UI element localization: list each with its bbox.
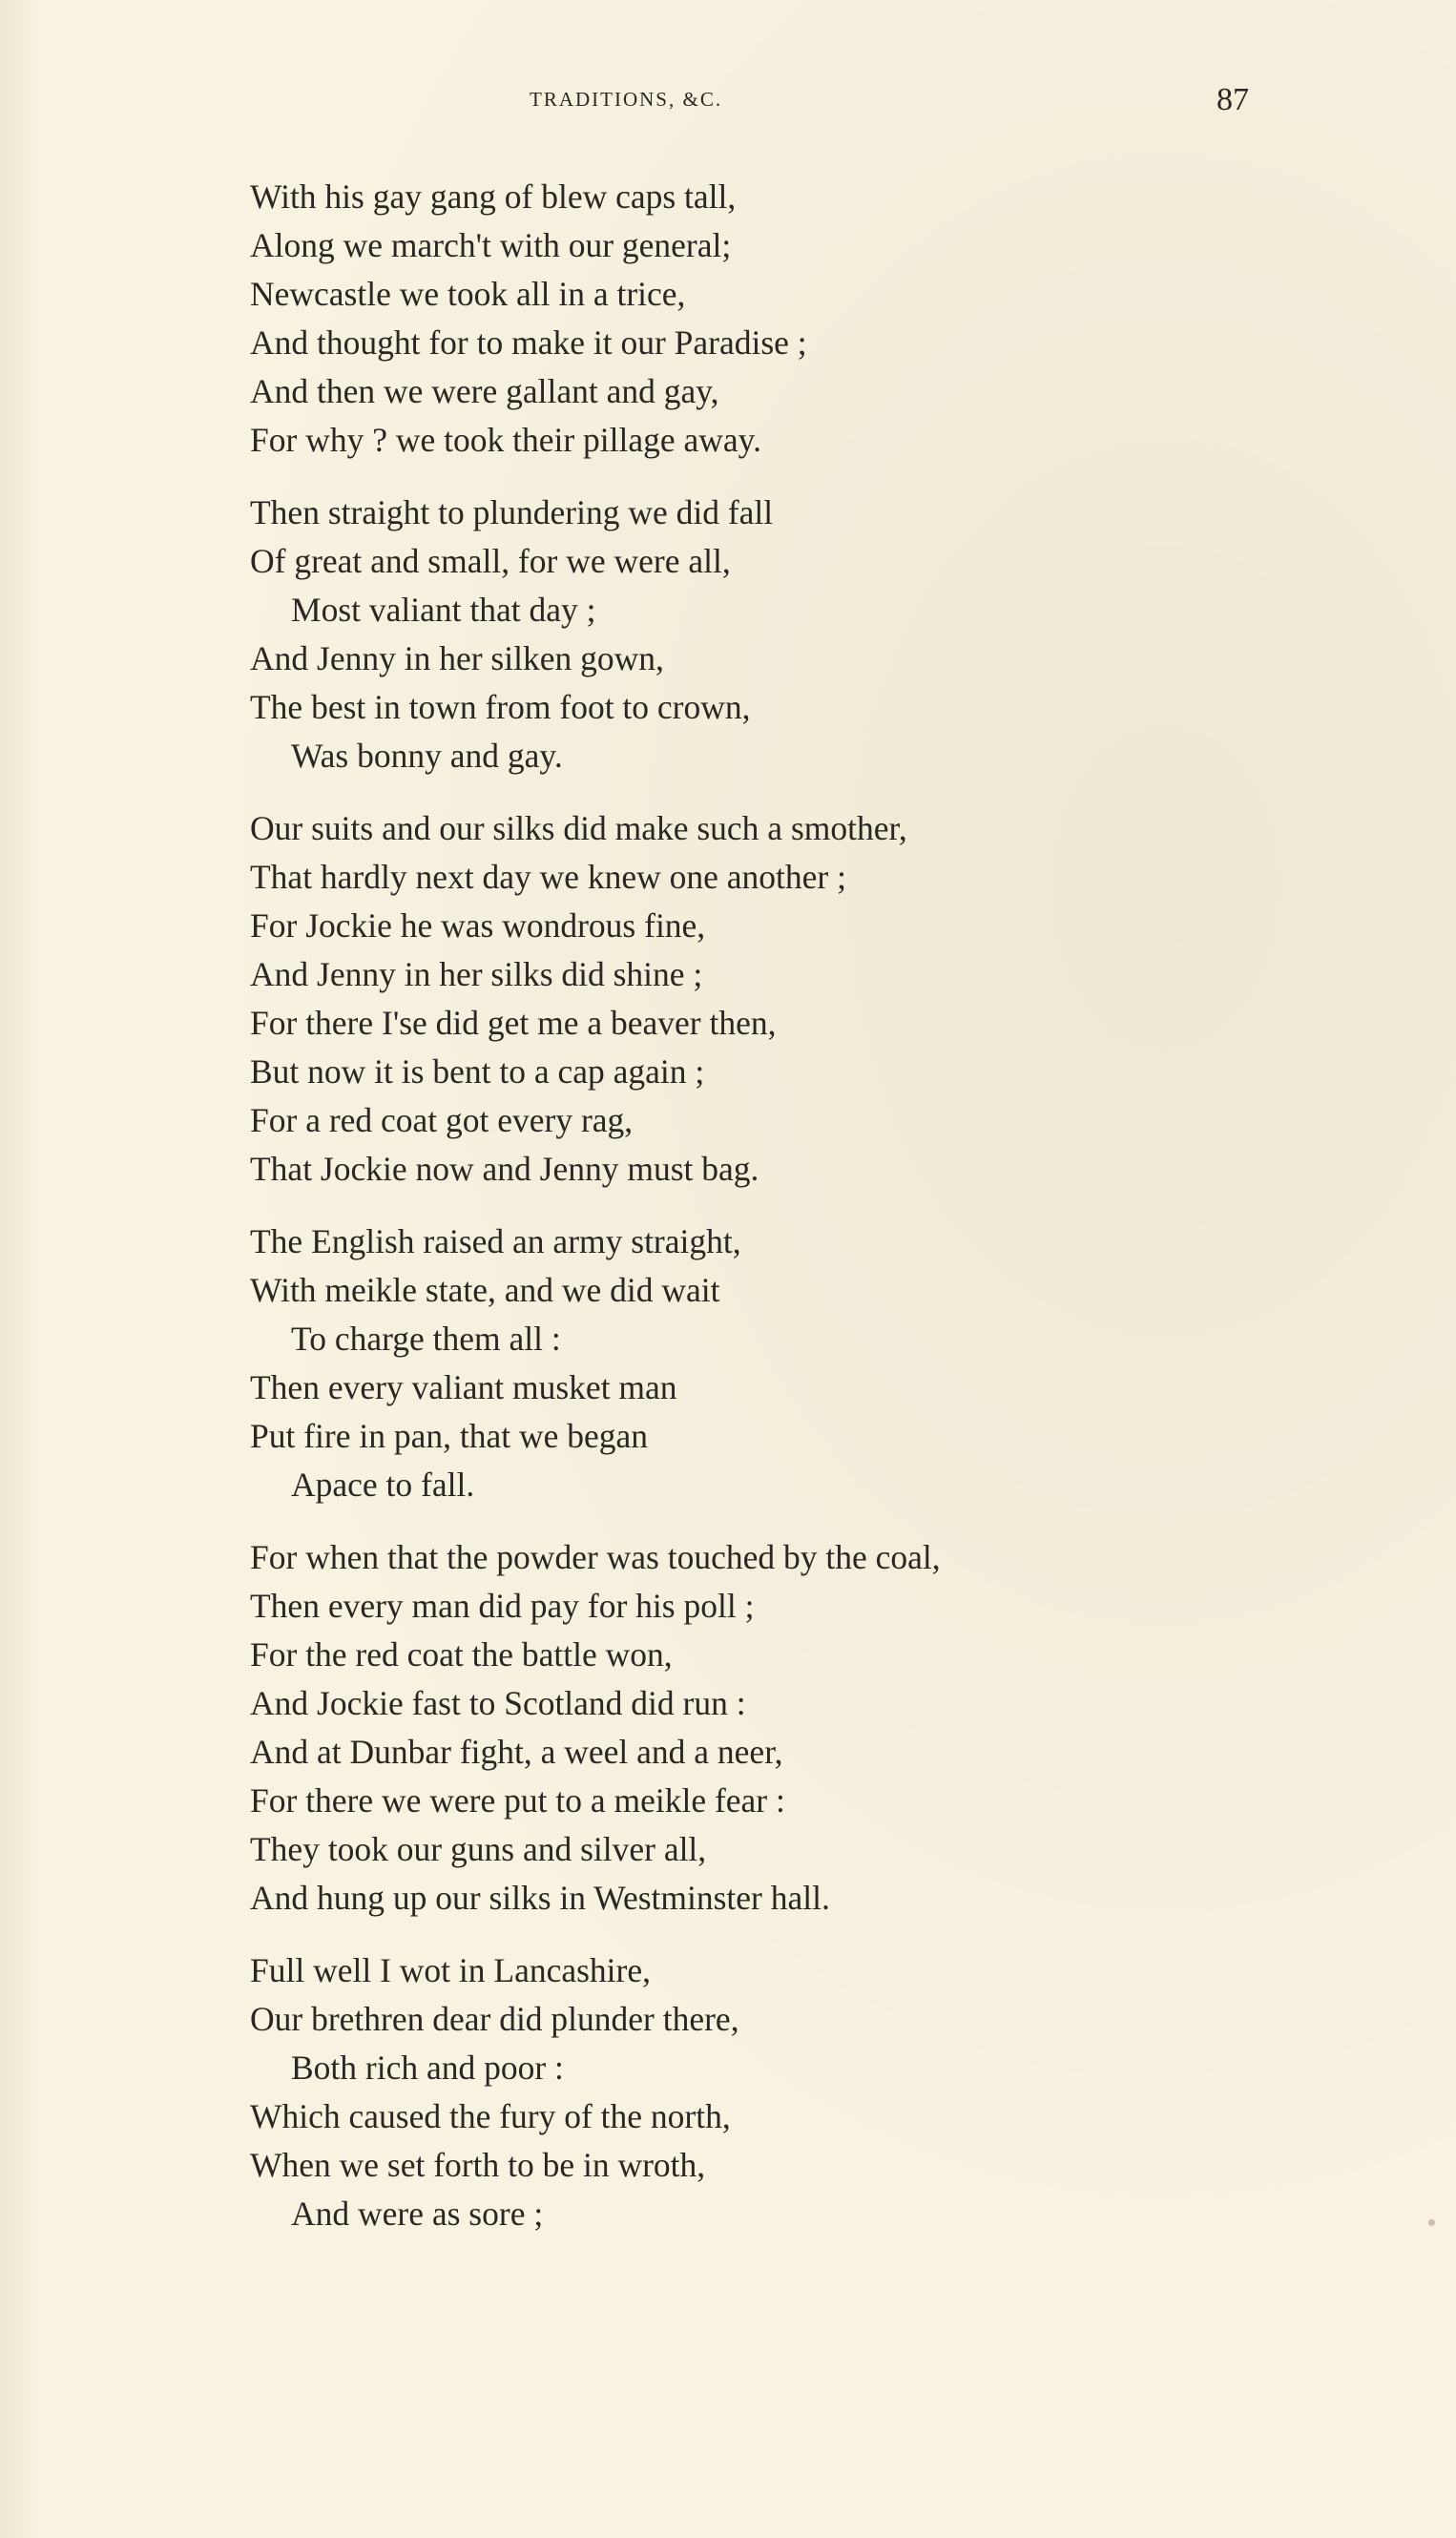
verse-line: Both rich and poor : [291, 2049, 564, 2087]
verse-line: To charge them all : [291, 1320, 561, 1358]
verse-line: And hung up our silks in Westminster hall. [250, 1879, 830, 1917]
verse-line: Along we march't with our general; [250, 226, 732, 264]
verse-line: Our suits and our silks did make such a smother, [250, 809, 907, 847]
verse-line: And Jockie fast to Scotland did run : [250, 1684, 746, 1722]
verse-line: The best in town from foot to crown, [250, 688, 751, 726]
verse-line: Most valiant that day ; [291, 591, 596, 629]
stanza [250, 173, 1328, 465]
verse-line: And thought for to make it our Paradise ; [250, 323, 807, 362]
stanza [250, 1946, 1328, 2238]
verse-line: And then we were gallant and gay, [250, 372, 719, 410]
verse-line: Then every valiant musket man [250, 1368, 677, 1406]
verse-line: For the red coat the battle won, [250, 1635, 673, 1674]
verse-line: But now it is bent to a cap again ; [250, 1052, 705, 1091]
verse-line: That Jockie now and Jenny must bag. [250, 1150, 759, 1188]
stanza [250, 804, 1328, 1194]
verse-line: When we set forth to be in wroth, [250, 2146, 706, 2184]
verse-line: That hardly next day we knew one another ; [250, 858, 846, 896]
verse-line: And were as sore ; [291, 2195, 544, 2233]
poem-body [250, 173, 1328, 2262]
verse-line: Full well I wot in Lancashire, [250, 1951, 651, 1989]
verse-line: And Jenny in her silken gown, [250, 639, 664, 677]
page-number: 87 [1217, 82, 1249, 117]
verse-line: For Jockie he was wondrous fine, [250, 906, 706, 945]
verse-line: For why ? we took their pillage away. [250, 421, 761, 459]
verse-line: Our brethren dear did plunder there, [250, 2000, 739, 2038]
verse-line: And Jenny in her silks did shine ; [250, 955, 703, 993]
verse-line: Put fire in pan, that we began [250, 1417, 649, 1455]
running-title: TRADITIONS, &C. [530, 88, 723, 111]
verse-line: For there we were put to a meikle fear : [250, 1781, 785, 1820]
stanza [250, 1217, 1328, 1509]
verse-line: Apace to fall. [291, 1466, 475, 1504]
verse-line: Which caused the fury of the north, [250, 2097, 731, 2135]
paper-speck [1428, 2219, 1435, 2226]
verse-line: And at Dunbar fight, a weel and a neer, [250, 1733, 783, 1771]
stanza [250, 1533, 1328, 1923]
verse-line: For there I'se did get me a beaver then, [250, 1004, 777, 1042]
running-head [0, 82, 1456, 120]
verse-line: The English raised an army straight, [250, 1222, 741, 1260]
verse-line: For when that the powder was touched by the coal, [250, 1538, 941, 1576]
verse-line: Newcastle we took all in a trice, [250, 275, 686, 313]
verse-line: With his gay gang of blew caps tall, [250, 177, 737, 216]
verse-line: Was bonny and gay. [291, 737, 563, 775]
verse-line: Then every man did pay for his poll ; [250, 1587, 755, 1625]
verse-line: For a red coat got every rag, [250, 1101, 634, 1139]
verse-line: With meikle state, and we did wait [250, 1271, 720, 1309]
verse-line: Of great and small, for we were all, [250, 542, 731, 580]
stanza [250, 489, 1328, 780]
verse-line: They took our guns and silver all, [250, 1830, 707, 1868]
verse-line: Then straight to plundering we did fall [250, 493, 774, 531]
